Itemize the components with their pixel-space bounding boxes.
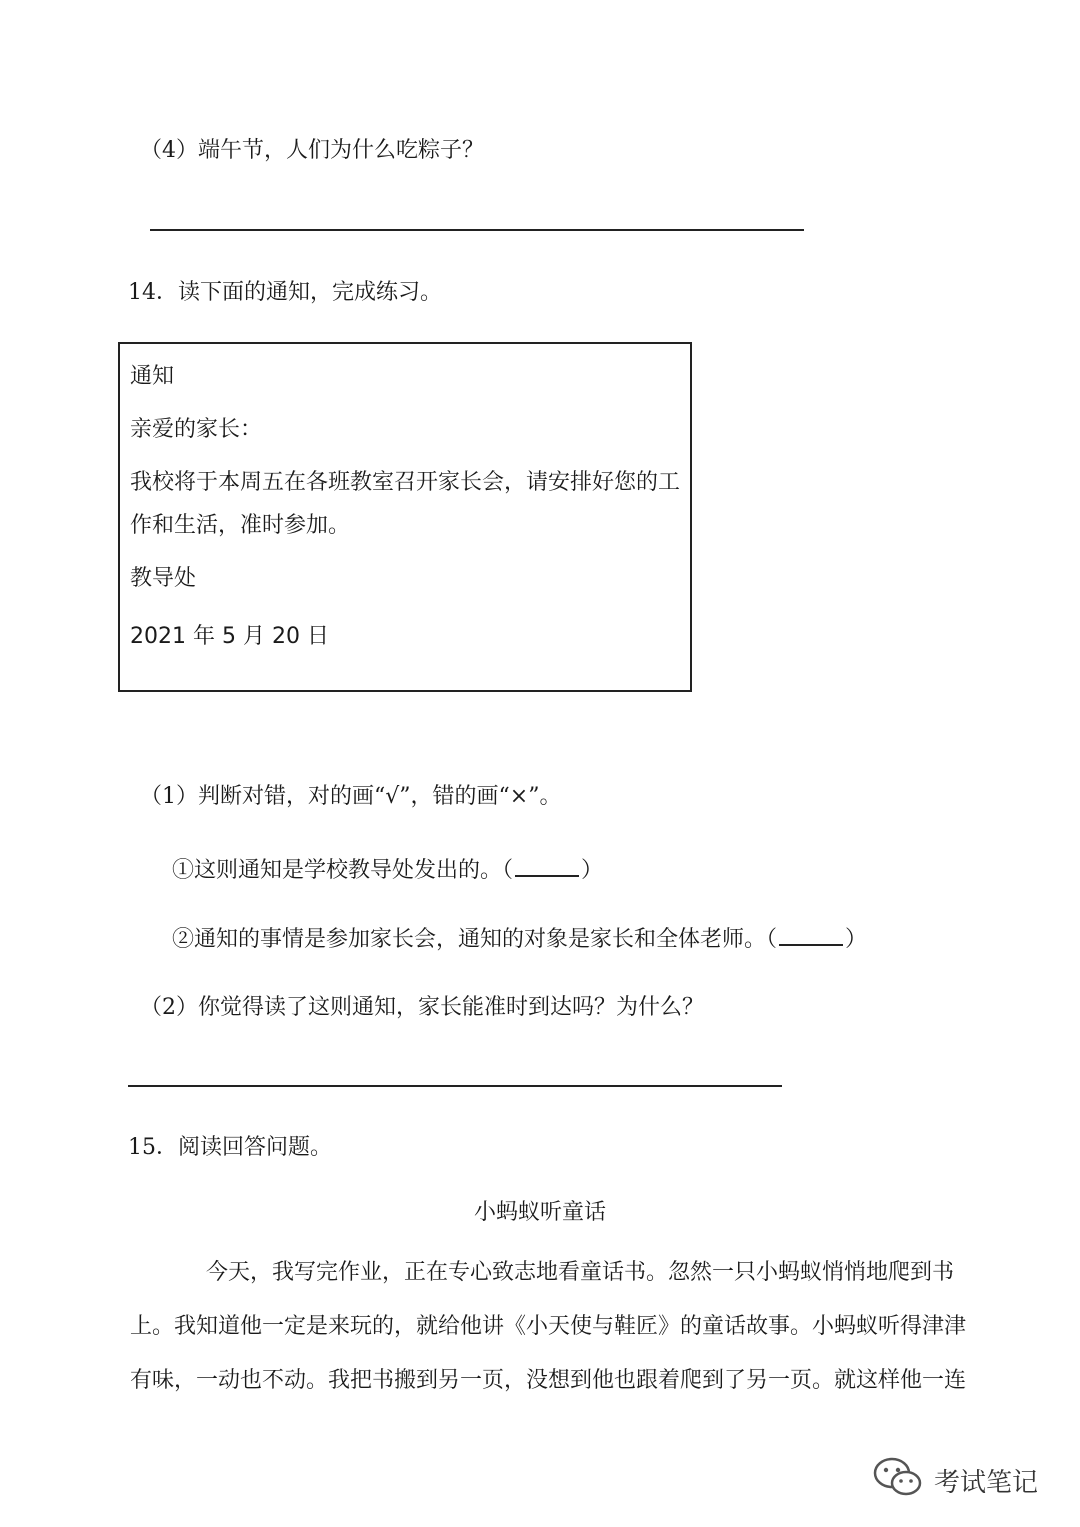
story-line-2: 上。我知道他一定是来玩的，就给他讲《小天使与鞋匠》的童话故事。小蚂蚁听得津津 (130, 1314, 967, 1339)
story-line-1: 今天，我写完作业，正在专心致志地看童话书。忽然一只小蚂蚁悄悄地爬到书 (206, 1260, 955, 1285)
judge-blank-2[interactable] (779, 922, 843, 946)
judge-item-2-close: ） (845, 927, 868, 952)
watermark (870, 1455, 1038, 1505)
story-title: 小蚂蚁听童话 (473, 1200, 606, 1225)
judge-blank-1[interactable] (515, 853, 579, 877)
question-13-4: （4）端午节，人们为什么吃粽子？ (140, 138, 484, 163)
notice-title: 通知 (130, 364, 175, 389)
notice-body-line-2: 作和生活，准时参加。 (130, 513, 351, 538)
answer-line-14-2[interactable] (128, 1085, 782, 1087)
question-14-1-prompt: （1）判断对错，对的画“√”，错的画“×”。 (140, 784, 562, 809)
story-paragraph (130, 1258, 967, 1420)
question-15-heading: 15．阅读回答问题。 (128, 1135, 332, 1160)
notice-date: 2021 年 5 月 20 日 (130, 624, 329, 649)
wechat-icon (870, 1455, 926, 1506)
answer-line-13-4[interactable] (150, 229, 804, 231)
question-14-2-prompt: （2）你觉得读了这则通知，家长能准时到达吗？为什么？ (140, 995, 704, 1020)
notice-body-line-1: 我校将于本周五在各班教室召开家长会，请安排好您的工 (130, 470, 681, 495)
notice-box (118, 342, 692, 692)
question-14-heading: 14．读下面的通知，完成练习。 (128, 280, 442, 305)
judge-item-2 (172, 922, 867, 955)
judge-item-1-text: ①这则通知是学校教导处发出的。（ (172, 858, 514, 883)
story-line-3: 有味，一动也不动。我把书搬到另一页，没想到他也跟着爬到了另一页。就这样他一连 (130, 1368, 967, 1393)
judge-item-2-text: ②通知的事情是参加家长会，通知的对象是家长和全体老师。（ (172, 927, 778, 952)
notice-sender: 教导处 (130, 566, 197, 591)
watermark-text: 考试笔记 (934, 1467, 1039, 1498)
judge-item-1 (172, 853, 603, 886)
notice-salutation: 亲爱的家长： (130, 417, 263, 442)
judge-item-1-close: ） (581, 858, 604, 883)
